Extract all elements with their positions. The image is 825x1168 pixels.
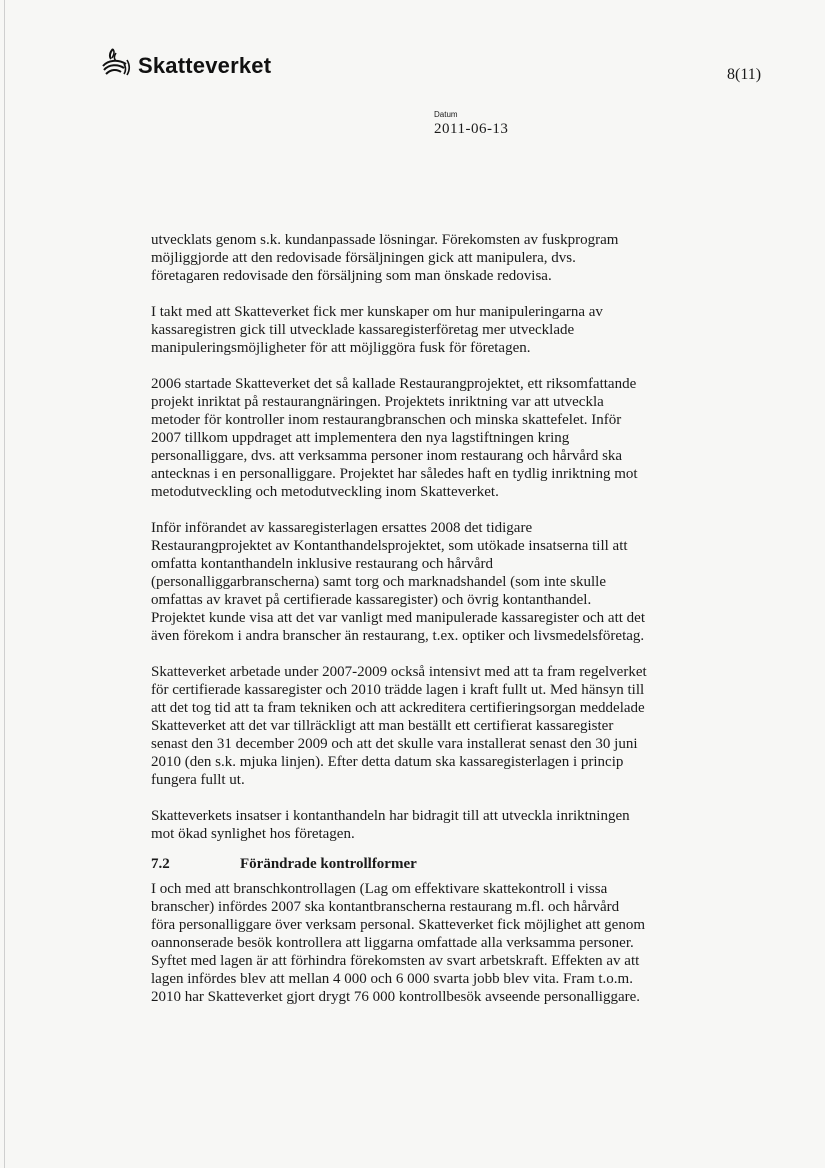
text-line: kassaregistren gick till utvecklade kassaregisterföretag mer utvecklade	[151, 322, 575, 338]
text-line: I och med att branschkontrollagen (Lag om effektivare skattekontroll i vissa	[151, 881, 608, 897]
paragraph	[151, 663, 681, 789]
section-number: 7.2	[151, 856, 170, 872]
paragraph	[151, 807, 681, 843]
text-line: för certifierade kassaregister och 2010 trädde lagen i kraft fullt ut. Med hänsyn till	[151, 682, 645, 698]
text-line: Skatteverket att det var tillräckligt att man beställt ett certifierat kassaregister	[151, 718, 614, 734]
text-line: Projektet kunde visa att det var vanligt med manipulerade kassaregister och att det	[151, 610, 646, 626]
paragraph	[151, 231, 681, 285]
page-number: 8(11)	[727, 66, 762, 83]
paragraph	[151, 519, 681, 645]
text-line: Syftet med lagen är att förhindra förekomsten av svart arbetskraft. Effekten av att	[151, 953, 640, 969]
paragraph	[151, 375, 681, 501]
body-text	[151, 231, 681, 1006]
text-line: metodutveckling och metodutveckling inom Skatteverket.	[151, 484, 499, 500]
paragraph	[151, 303, 681, 357]
text-line: metoder för kontroller inom restaurangbranschen och minska skattefelet. Inför	[151, 412, 622, 428]
logo-text: Skatteverket	[138, 53, 272, 78]
text-line: möjliggjorde att den redovisade försäljningen gick att manipulera, dvs.	[151, 250, 576, 266]
text-line: senast den 31 december 2009 och att det skulle vara installerat senast den 30 juni	[151, 736, 638, 752]
scan-edge-rule	[4, 0, 5, 1168]
text-line: omfattas av kravet på certifierade kassaregister) och övrig kontanthandel.	[151, 592, 592, 608]
text-line: omfatta kontanthandeln inklusive restaurang och hårvård	[151, 556, 493, 572]
text-line: Inför införandet av kassaregisterlagen ersattes 2008 det tidigare	[151, 520, 533, 536]
text-line: manipuleringsmöjligheter för att möjliggöra fusk för företagen.	[151, 340, 531, 356]
date-block	[434, 110, 508, 138]
date-label: Datum	[434, 110, 458, 119]
text-line: föra personalliggare över verksam personal. Skatteverket fick möjlighet att genom	[151, 917, 645, 933]
text-line: 2007 tillkom uppdraget att implementera den nya lagstiftningen kring	[151, 430, 570, 446]
text-line: branscher) infördes 2007 ska kontantbranscherna restaurang m.fl. och hårvård	[151, 899, 620, 915]
text-line: mot ökad synlighet hos företagen.	[151, 826, 355, 842]
crown-shell-icon	[100, 46, 132, 78]
text-line: I takt med att Skatteverket fick mer kunskaper om hur manipuleringarna av	[151, 304, 603, 320]
text-line: utvecklats genom s.k. kundanpassade lösningar. Förekomsten av fuskprogram	[151, 232, 619, 248]
skatteverket-logo	[100, 46, 271, 78]
paragraph	[151, 880, 681, 1006]
text-line: lagen infördes blev att mellan 4 000 och 6 000 svarta jobb blev vita. Fram t.o.m.	[151, 971, 633, 987]
text-line: även förekom i andra branscher än restaurang, t.ex. optiker och livsmedelsföretag.	[151, 628, 645, 644]
date-value: 2011-06-13	[434, 121, 509, 137]
text-line: Restaurangprojektet av Kontanthandelsprojektet, som utökade insatserna till att	[151, 538, 628, 554]
text-line: företagaren redovisade den försäljning som man önskade redovisa.	[151, 268, 552, 284]
text-line: Skatteverkets insatser i kontanthandeln har bidragit till att utveckla inriktningen	[151, 808, 630, 824]
text-line: Skatteverket arbetade under 2007-2009 också intensivt med att ta fram regelverket	[151, 664, 647, 680]
text-line: personalliggare, dvs. att verksamma personer inom restaurang och hårvård ska	[151, 448, 623, 464]
section-title: Förändrade kontrollformer	[240, 856, 417, 872]
text-line: antecknas i en personalliggare. Projektet har således haft en tydlig inriktning mot	[151, 466, 638, 482]
text-line: 2010 har Skatteverket gjort drygt 76 000 kontrollbesök avseende personalliggare.	[151, 989, 641, 1005]
section-heading	[151, 855, 681, 873]
text-line: 2010 (den s.k. mjuka linjen). Efter detta datum ska kassaregisterlagen i princip	[151, 754, 624, 770]
text-line: fungera fullt ut.	[151, 772, 245, 788]
text-line: (personalliggarbranscherna) samt torg och marknadshandel (som inte skulle	[151, 574, 607, 590]
text-line: projekt inriktat på restaurangnäringen. Projektets inriktning var att utveckla	[151, 394, 604, 410]
text-line: att det tog tid att ta fram tekniken och att ackreditera certifieringsorgan meddelade	[151, 700, 645, 716]
text-line: 2006 startade Skatteverket det så kallade Restaurangprojektet, ett riksomfattande	[151, 376, 637, 392]
text-line: oannonserade besök kontrollera att liggarna omfattade alla verksamma personer.	[151, 935, 634, 951]
